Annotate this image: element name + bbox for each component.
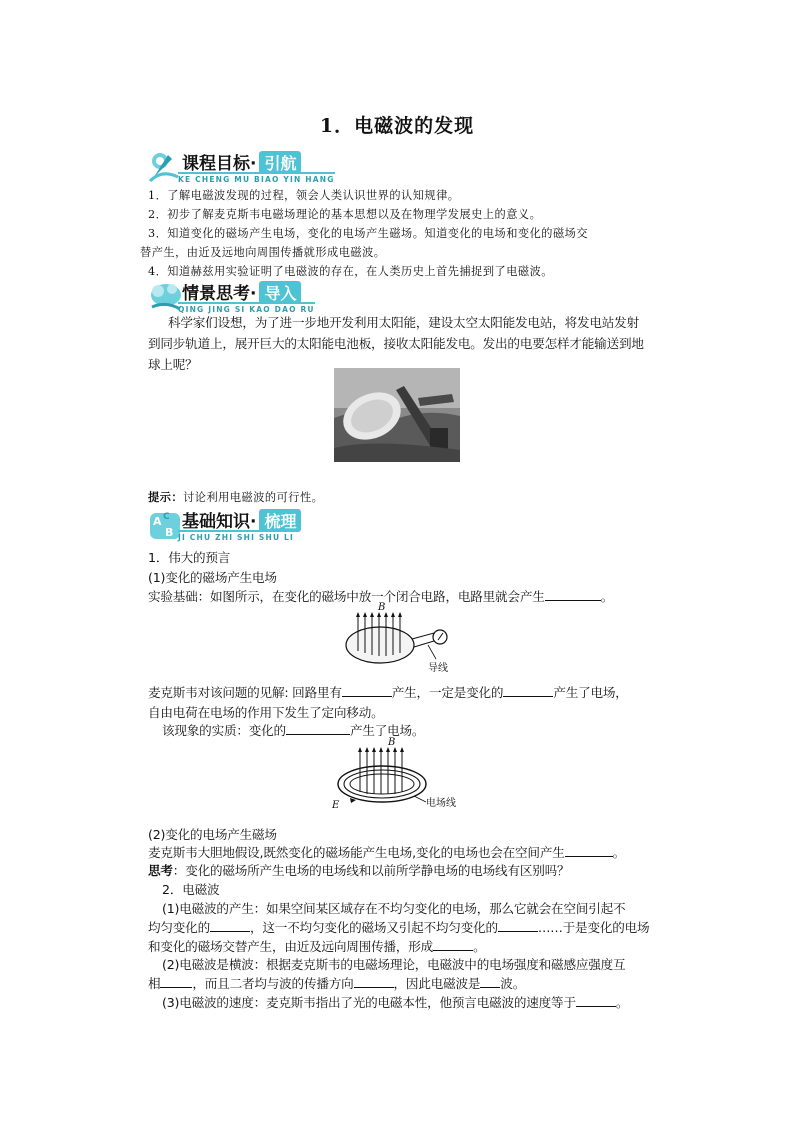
think-text: ：变化的磁场所产生电场的电场线和以前所学静电场的电场线有区别吗？: [172, 863, 570, 878]
svg-text:A: A: [153, 515, 162, 528]
subsection-title: (1)变化的磁场产生电场: [148, 570, 277, 585]
banner-dot: ·: [250, 512, 257, 532]
fig2-label-field-line: 电场线: [426, 798, 456, 809]
answer-blank[interactable]: [354, 975, 394, 988]
text-line: (1)电磁波的产生：如果空间某区域存在不均匀变化的电场，那么它就会在空间引起不: [162, 901, 626, 916]
banner-basics: [148, 505, 348, 545]
text-span: 麦克斯韦对该问题的见解: 回路里有: [148, 685, 342, 700]
answer-blank[interactable]: [160, 975, 192, 988]
text-line: [148, 918, 649, 938]
banner-tag: 梳理: [259, 509, 301, 532]
answer-blank[interactable]: [342, 684, 392, 697]
text-line: [162, 993, 628, 1013]
text-line: [148, 683, 628, 703]
banner-objectives: [148, 147, 348, 187]
think-label: 思考: [148, 863, 173, 878]
banner-pinyin: QING JING SI KAO DAO RU: [178, 302, 315, 314]
objective-line: 2．初步了解麦克斯韦电磁场理论的基本思想以及在物理学发展史上的意义。: [148, 208, 542, 221]
text-span: 波。: [500, 976, 526, 991]
text-span: (3)电磁波的速度：麦克斯韦指出了光的电磁本性，他预言电磁波的速度等于: [162, 995, 576, 1010]
answer-blank[interactable]: [576, 994, 616, 1007]
text-line: [148, 974, 525, 994]
hint-label: 提示：: [148, 491, 184, 504]
scenario-line: 球上呢？: [148, 357, 198, 372]
text-span: 。: [600, 589, 614, 604]
satellite-dish-photo: [334, 368, 460, 462]
answer-blank[interactable]: [480, 975, 500, 988]
banner-main-text: 情景思考: [182, 284, 250, 304]
objective-line: 1．了解电磁波发现的过程，领会人类认识世界的认知规律。: [148, 189, 460, 202]
section-title: 1．伟大的预言: [148, 550, 231, 565]
scenario-line: 科学家们设想，为了进一步地开发利用太阳能，建设太空太阳能发电站，将发电站发射: [168, 315, 639, 330]
text-line: [148, 937, 485, 957]
svg-text:C: C: [163, 512, 170, 522]
text-span: 产生，一定是变化的: [391, 685, 504, 700]
objective-line: 替产生，由近及远地向周围传播就形成电磁波。: [140, 246, 386, 259]
changing-magnetic-field-figure: [342, 601, 476, 679]
text-line: 自由电荷在电场的作用下发生了定向移动。: [148, 705, 384, 720]
think-line: [148, 861, 569, 881]
objective-line: 4．知道赫兹用实验证明了电磁波的存在，在人类历史上首先捕捉到了电磁波。: [148, 265, 553, 278]
hint-text: 讨论利用电磁波的可行性。: [183, 491, 324, 504]
fig2-label-e: E: [332, 800, 340, 811]
section-title: 2．电磁波: [162, 882, 220, 897]
text-span: ，而且二者均与波的传播方向: [192, 976, 354, 991]
answer-blank[interactable]: [545, 588, 601, 601]
answer-blank[interactable]: [498, 919, 538, 932]
text-span: 和变化的磁场交替产生，由近及远向周围传播，形成: [148, 939, 434, 954]
text-span: 产生了电场。: [349, 723, 425, 738]
text-span: 均匀变化的: [148, 920, 210, 935]
text-span: ，因此电磁波是: [393, 976, 481, 991]
banner-pinyin: JI CHU ZHI SHI SHU LI: [178, 530, 294, 542]
banner-dot: ·: [250, 154, 257, 174]
fig1-label-wire: 导线: [428, 663, 448, 674]
text-line: [148, 843, 625, 863]
answer-blank[interactable]: [210, 919, 250, 932]
text-span: 。: [615, 995, 629, 1010]
banner-main-text: 课程目标: [182, 154, 250, 174]
subsection-title: (2)变化的电场产生磁场: [148, 827, 277, 842]
banner-heading: [182, 507, 301, 532]
fig2-label-b: B: [388, 737, 396, 748]
banner-tag: 导入: [259, 281, 301, 304]
scenario-line: 到同步轨道上，展开巨大的太阳能电池板，接收太阳能发电。发出的电要怎样才能输送到地: [148, 336, 644, 351]
page-title: 1．电磁波的发现: [319, 115, 475, 137]
induced-electric-field-figure: [330, 736, 470, 818]
text-span: 。: [473, 939, 486, 954]
answer-blank[interactable]: [503, 684, 553, 697]
text-span: 实验基础：如图所示，在变化的磁场中放一个闭合电路，电路里就会产生: [148, 589, 545, 604]
answer-blank[interactable]: [286, 722, 350, 735]
text-span: 麦克斯韦大胆地假设,既然变化的磁场能产生电场,变化的电场也会在空间产生: [148, 845, 565, 860]
banner-heading: [182, 149, 301, 174]
answer-blank[interactable]: [433, 938, 473, 951]
text-span: 相: [148, 976, 161, 991]
banner-tag: 引航: [259, 151, 301, 174]
text-line: (2)电磁波是横波：根据麦克斯韦的电磁场理论，电磁波中的电场强度和磁感应强度互: [162, 957, 626, 972]
banner-heading: [182, 279, 301, 304]
banner-dot: ·: [250, 284, 257, 304]
banner-pinyin: KE CHENG MU BIAO YIN HANG: [178, 172, 335, 184]
svg-text:B: B: [165, 526, 174, 539]
text-span: ，这一不均匀变化的磁场又引起不均匀变化的: [249, 920, 498, 935]
answer-blank[interactable]: [565, 844, 613, 857]
banner-scenario: [148, 277, 348, 317]
text-span: 。: [612, 845, 626, 860]
objective-line: 3．知道变化的磁场产生电场，变化的电场产生磁场。知道变化的电场和变化的磁场交: [148, 227, 589, 240]
text-span: 产生了电场，: [553, 685, 628, 700]
fig1-label-b: B: [378, 602, 386, 613]
banner-main-text: 基础知识: [182, 512, 250, 532]
text-span: 该现象的实质：变化的: [162, 723, 286, 738]
text-span: ……于是变化的电场: [537, 920, 650, 935]
